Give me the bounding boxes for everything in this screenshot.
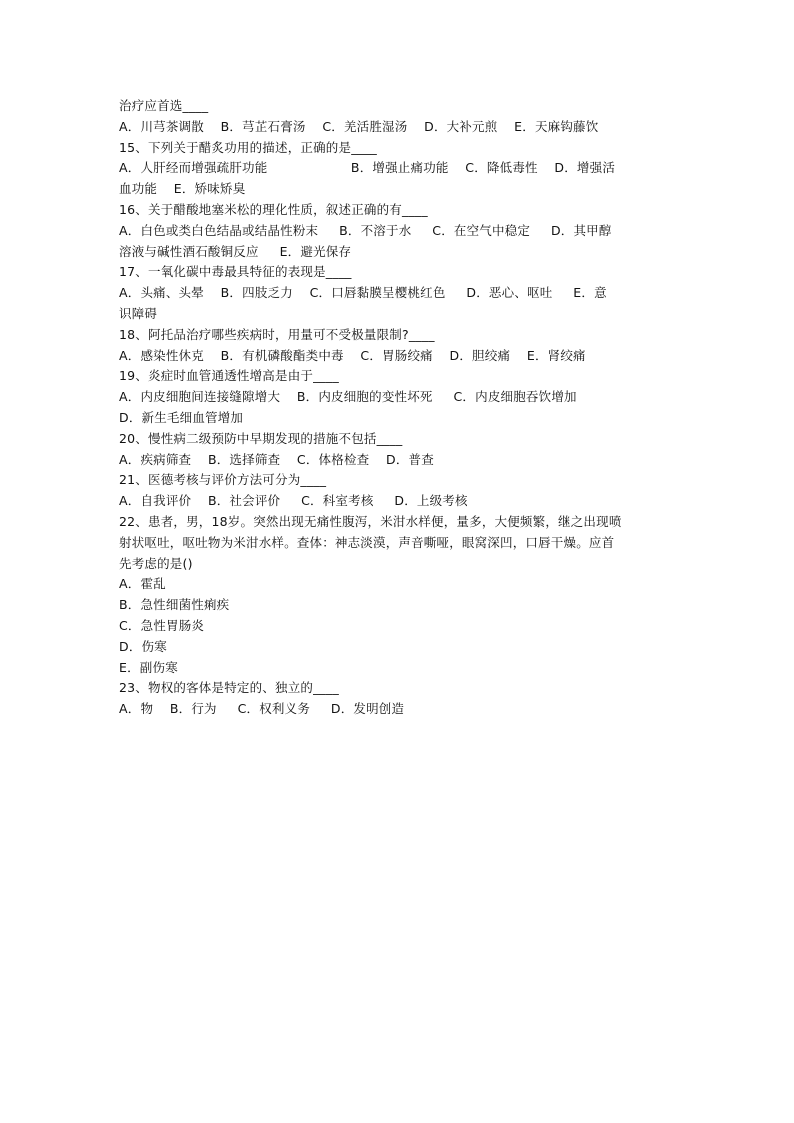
- text-line: A．人肝经而增强疏肝功能 B．增强止痛功能 C．降低毒性 D．增强活: [119, 160, 616, 176]
- text-line: 识障碍: [119, 305, 158, 321]
- text-line: D．伤寒: [119, 638, 167, 654]
- text-line: D．新生毛细血管增加: [119, 409, 244, 425]
- text-line: 23、物权的客体是特定的、独立的____: [119, 680, 339, 696]
- text-line: 溶液与碱性酒石酸铜反应 E．避光保存: [119, 243, 352, 259]
- text-line: 17、一氧化碳中毒最具特征的表现是____: [119, 264, 352, 280]
- text-line: E．副伤寒: [119, 659, 178, 675]
- text-line: A．白色或类白色结晶或结晶性粉末 B．不溶于水 C．在空气中稳定 D．其甲醇: [119, 222, 612, 238]
- text-line: 先考虑的是(): [119, 555, 193, 571]
- text-line: 20、慢性病二级预防中早期发现的措施不包括____: [119, 430, 403, 446]
- text-line: 21、医德考核与评价方法可分为____: [119, 472, 327, 488]
- text-line: 血功能 E．矫味矫臭: [119, 181, 246, 197]
- document-body: [119, 96, 675, 720]
- text-line: 16、关于醋酸地塞米松的理化性质，叙述正确的有____: [119, 201, 428, 217]
- text-line: 治疗应首选____: [119, 98, 209, 113]
- text-line: A．内皮细胞间连接缝隙增大 B．内皮细胞的变性坏死 C．内皮细胞吞饮增加: [119, 389, 577, 405]
- text-line: A．疾病筛查 B．选择筛查 C．体格检查 D．普查: [119, 451, 434, 467]
- text-line: 射状呕吐，呕吐物为米泔水样。查体：神志淡漠，声音嘶哑，眼窝深凹，口唇干燥。应首: [119, 534, 615, 550]
- text-line: A．霍乱: [119, 576, 166, 592]
- text-line: 19、炎症时血管通透性增高是由于____: [119, 368, 339, 384]
- text-line: A．感染性休克 B．有机磷酸酯类中毒 C．胃肠绞痛 D．胆绞痛 E．肾绞痛: [119, 347, 586, 363]
- text-line: 18、阿托品治疗哪些疾病时，用量可不受极量限制?____: [119, 326, 435, 342]
- text-line: 15、下列关于醋炙功用的描述，正确的是____: [119, 139, 378, 155]
- text-line: A．头痛、头晕 B．四肢乏力 C．口唇黏膜呈樱桃红色 D．恶心、呕吐 E．意: [119, 285, 607, 301]
- text-line: C．急性胃肠炎: [119, 617, 205, 633]
- text-line: A．自我评价 B．社会评价 C．科室考核 D．上级考核: [119, 493, 468, 509]
- text-line: A．川芎茶调散 B．芎芷石膏汤 C．羌活胜湿汤 D．大补元煎 E．天麻钩藤饮: [119, 118, 599, 134]
- text-line: 22、患者，男，18岁。突然出现无痛性腹泻，米泔水样便，量多，大便频繁，继之出现喷: [119, 513, 622, 529]
- text-line: A．物 B．行为 C．权利义务 D．发明创造: [119, 701, 405, 717]
- text-line: B．急性细菌性痢疾: [119, 597, 230, 613]
